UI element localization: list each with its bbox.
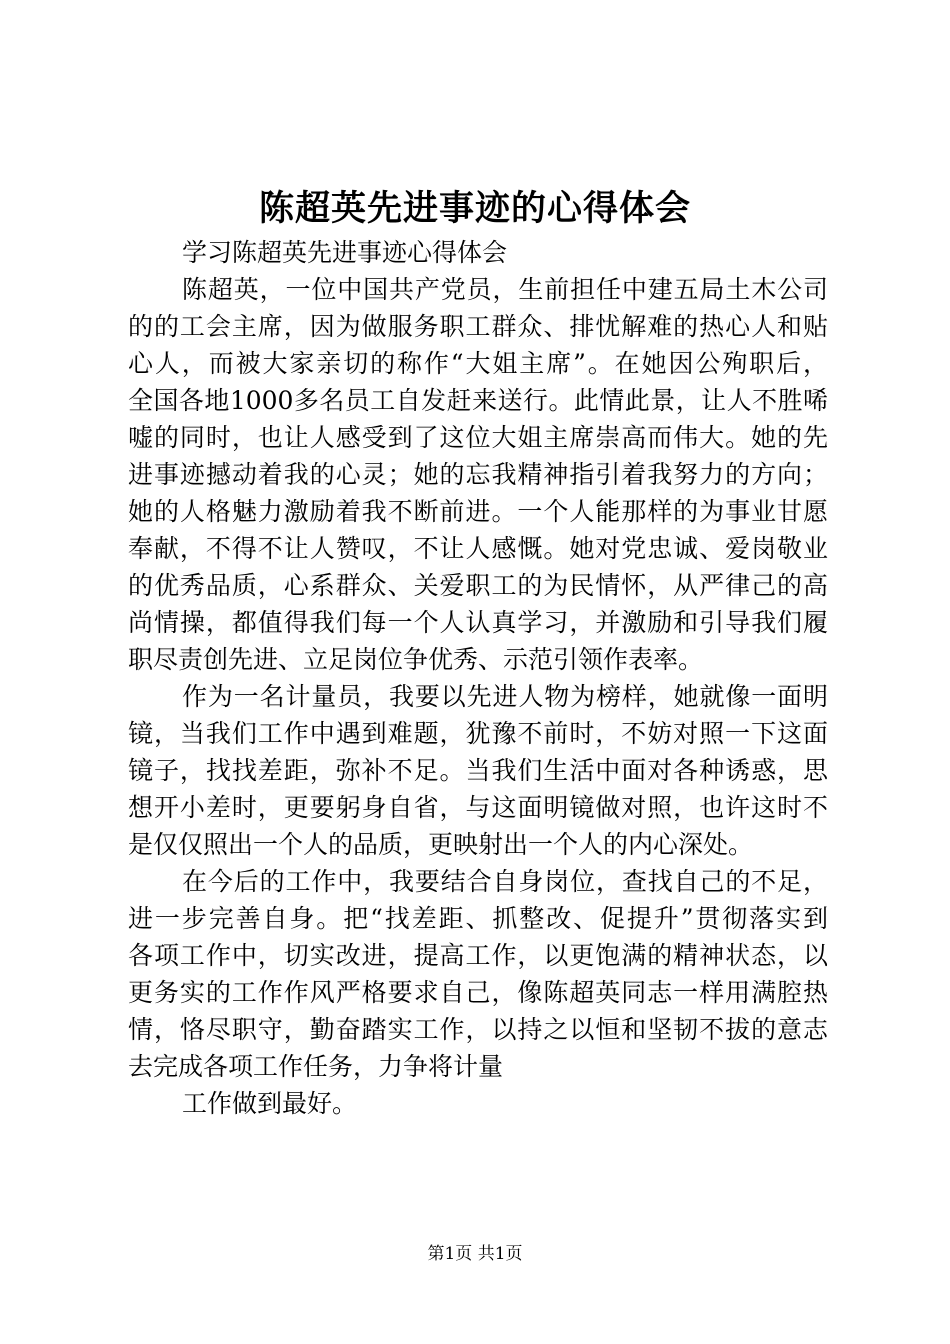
paragraph-line: 心人，而被大家亲切的称作“大姐主席”。在她因公殉职后，: [128, 349, 828, 378]
paragraph-3: [128, 863, 828, 1085]
paragraph-line: 职尽责创先进、立足岗位争优秀、示范引领作表率。: [128, 645, 704, 674]
paragraph-line: 她的人格魅力激励着我不断前进。一个人能那样的为事业甘愿: [128, 497, 828, 526]
paragraph-line: 想开小差时，更要躬身自省，与这面明镜做对照，也许这时不: [128, 793, 828, 822]
paragraph-line: 工作做到最好。: [182, 1089, 358, 1118]
document-body: [128, 234, 828, 1122]
paragraph-line: 是仅仅照出一个人的品质，更映射出一个人的内心深处。: [128, 830, 754, 859]
paragraph-1: [128, 271, 828, 678]
paragraph-line: 去完成各项工作任务，力争将计量: [128, 1052, 504, 1081]
paragraph-line: 进一步完善自身。把“找差距、抓整改、促提升”贯彻落实到: [128, 904, 828, 933]
paragraph-line: 作为一名计量员，我要以先进人物为榜样，她就像一面明: [182, 682, 828, 711]
paragraph-line: 尚情操，都值得我们每一个人认真学习，并激励和引导我们履: [128, 608, 828, 637]
paragraph-line: 的的工会主席，因为做服务职工群众、排忧解难的热心人和贴: [128, 312, 828, 341]
paragraph-line: 在今后的工作中，我要结合自身岗位，查找自己的不足，: [182, 867, 828, 896]
paragraph-line: 奉献，不得不让人赞叹，不让人感慨。她对党忠诚、爱岗敬业: [128, 534, 828, 563]
document-title: 陈超英先进事迹的心得体会: [258, 188, 691, 229]
paragraph-line: 陈超英，一位中国共产党员，生前担任中建五局土木公司: [182, 275, 828, 304]
paragraph-line: 各项工作中，切实改进，提高工作，以更饱满的精神状态，以: [128, 941, 828, 970]
paragraph-line: 全国各地1000多名员工自发赶来送行。此情此景，让人不胜唏: [128, 386, 828, 415]
page-footer: 第1页 共1页: [427, 1244, 523, 1264]
paragraph-line: 的优秀品质，心系群众、关爱职工的为民情怀，从严律己的高: [128, 571, 828, 600]
paragraph-2: [128, 678, 828, 863]
document-subtitle: 学习陈超英先进事迹心得体会: [182, 238, 508, 267]
paragraph-4: [128, 1085, 828, 1122]
paragraph-line: 镜，当我们工作中遇到难题，犹豫不前时，不妨对照一下这面: [128, 719, 828, 748]
paragraph-line: 镜子，找找差距，弥补不足。当我们生活中面对各种诱惑，思: [128, 756, 828, 785]
paragraph-line: 嘘的同时，也让人感受到了这位大姐主席崇高而伟大。她的先: [128, 423, 828, 452]
paragraph-line: 更务实的工作作风严格要求自己，像陈超英同志一样用满腔热: [128, 978, 828, 1007]
paragraph-line: 情，恪尽职守，勤奋踏实工作，以持之以恒和坚韧不拔的意志: [128, 1015, 828, 1044]
paragraph-line: 进事迹撼动着我的心灵；她的忘我精神指引着我努力的方向；: [128, 460, 828, 489]
